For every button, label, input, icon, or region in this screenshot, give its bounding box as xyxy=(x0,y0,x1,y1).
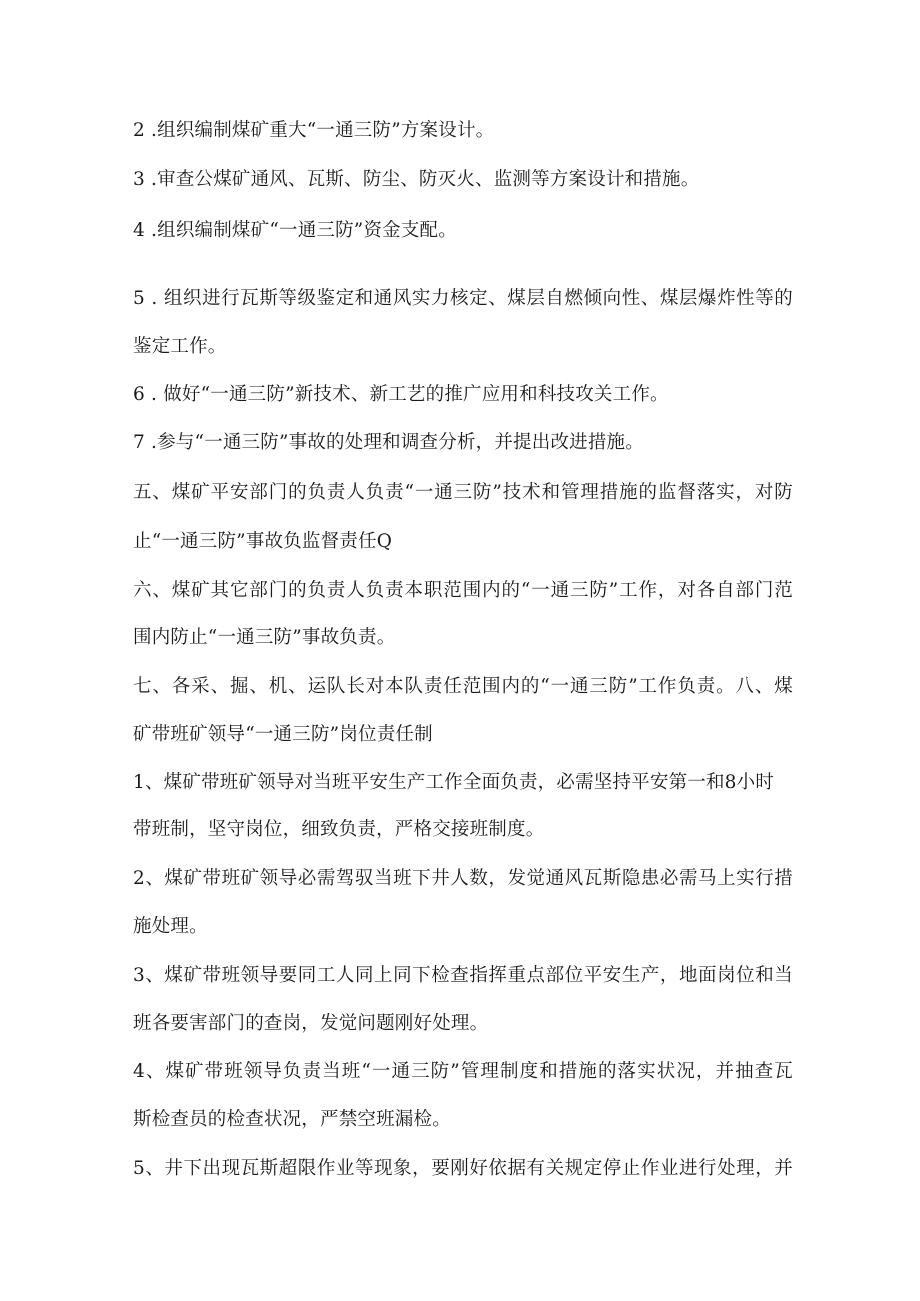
text-line-20: 4、煤矿带班领导负责当班“一通三防”管理制度和措施的落实状况，并抽查瓦 xyxy=(133,1061,793,1082)
text-line-13: 矿带班矿领导“一通三防”岗位责任制 xyxy=(133,724,433,745)
text-line-19: 班各要害部门的查岗，发觉问题刚好处理。 xyxy=(133,1013,489,1034)
text-line-7: 7 .参与“一通三防”事故的处理和调查分析，并提出改进措施。 xyxy=(133,432,644,453)
text-line-6: 6 . 做好“一通三防”新技术、新工艺的推广应用和科技攻关工作。 xyxy=(133,384,669,405)
text-line-17: 施处理。 xyxy=(133,916,208,937)
text-line-9: 止“一通三防”事故负监督责任Q xyxy=(133,531,393,552)
text-line-3: 4 .组织编制煤矿“一通三防”资金支配。 xyxy=(133,220,457,241)
text-line-4: 5 . 组织进行瓦斯等级鉴定和通风实力核定、煤层自燃倾向性、煤层爆炸性等的 xyxy=(133,288,793,309)
text-line-21: 斯检查员的检查状况，严禁空班漏检。 xyxy=(133,1109,451,1130)
text-line-11: 围内防止“一通三防”事故负责。 xyxy=(133,627,396,648)
text-line-22: 5、井下出现瓦斯超限作业等现象，要刚好依据有关规定停止作业进行处理，并 xyxy=(133,1158,793,1179)
text-line-2: 3 .审查公煤矿通风、瓦斯、防尘、防灭火、监测等方案设计和措施。 xyxy=(133,169,700,190)
text-line-14: 1、煤矿带班矿领导对当班平安生产工作全面负责，必需坚持平安第一和8小时 xyxy=(133,772,775,793)
text-line-8: 五、煤矿平安部门的负责人负责“一通三防”技术和管理措施的监督落实，对防 xyxy=(133,482,793,503)
text-line-12: 七、各采、掘、机、运队长对本队责任范围内的“一通三防”工作负责。八、煤 xyxy=(133,676,793,697)
text-line-16: 2、煤矿带班矿领导必需驾驭当班下井人数，发觉通风瓦斯隐患必需马上实行措 xyxy=(133,868,793,889)
text-line-10: 六、煤矿其它部门的负责人负责本职范围内的“一通三防”工作，对各自部门范 xyxy=(133,580,793,601)
text-line-18: 3、煤矿带班领导要同工人同上同下检查指挥重点部位平安生产，地面岗位和当 xyxy=(133,965,793,986)
text-line-1: 2 .组织编制煤矿重大“一通三防”方案设计。 xyxy=(133,120,495,141)
text-line-5: 鉴定工作。 xyxy=(133,336,227,357)
text-line-15: 带班制，坚守岗位，细致负责，严格交接班制度。 xyxy=(133,819,545,840)
